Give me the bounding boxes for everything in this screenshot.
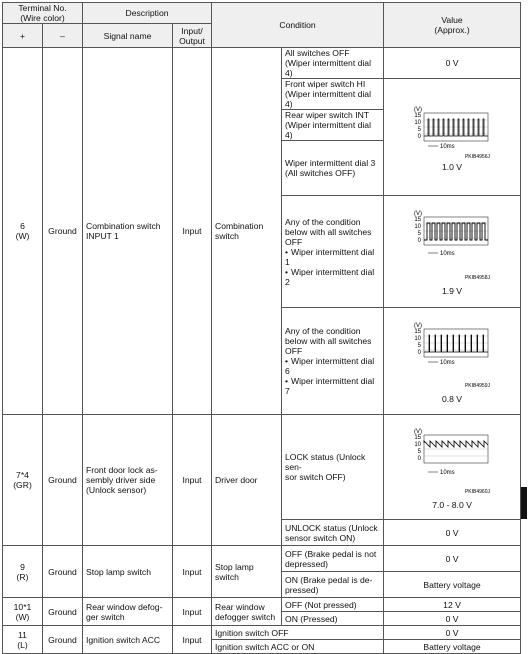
condition-7-lock: LOCK status (Unlock sen- sor switch OFF)	[282, 415, 384, 520]
io-10: Input	[173, 598, 212, 626]
condition-9-on: ON (Brake pedal is de- pressed)	[282, 572, 384, 598]
group-9: Stop lamp switch	[212, 546, 282, 598]
svg-text:0: 0	[417, 349, 422, 356]
group-10: Rear window defogger switch	[212, 598, 282, 626]
svg-text:(V): (V)	[414, 428, 423, 435]
value-9-on: Battery voltage	[384, 572, 521, 598]
svg-text:15: 15	[414, 217, 422, 223]
svg-text:5: 5	[417, 448, 422, 455]
terminal-11: 11 (L)	[3, 626, 43, 654]
svg-text:5: 5	[417, 231, 422, 237]
value-10-on: 0 V	[384, 612, 521, 626]
condition-6-5-item: • Wiper intermittent dial 7	[285, 376, 380, 396]
svg-text:15: 15	[414, 112, 422, 119]
svg-text:(V): (V)	[414, 211, 423, 217]
io-6: Input	[173, 48, 212, 415]
svg-text:PKIB4960J: PKIB4960J	[464, 488, 491, 495]
terminal-9: 9 (R)	[3, 546, 43, 598]
ground-10: Ground	[43, 598, 83, 626]
condition-6-4-item: • Wiper intermittent dial 1	[285, 247, 380, 267]
condition-6-0: All switches OFF (Wiper intermittent dial 4)	[282, 48, 384, 79]
svg-text:(V): (V)	[414, 322, 423, 329]
group-6: Combination switch	[212, 48, 282, 415]
svg-text:PKIB4958J: PKIB4958J	[464, 275, 491, 281]
svg-text:15: 15	[414, 434, 422, 441]
ground-11: Ground	[43, 626, 83, 654]
condition-11-off: Ignition switch OFF	[212, 626, 384, 640]
value-6-scope-a	[384, 79, 521, 196]
group-7: Driver door	[212, 415, 282, 546]
svg-text:5: 5	[417, 342, 422, 349]
signal-10: Rear window defog- ger switch	[83, 598, 173, 626]
signal-9: Stop lamp switch	[83, 546, 173, 598]
value-6-b: 1.9 V	[441, 286, 463, 296]
condition-header: Condition	[212, 3, 384, 48]
svg-text:10: 10	[414, 335, 422, 342]
svg-text:PKIB4959J: PKIB4959J	[464, 382, 491, 389]
plus-header: +	[3, 24, 43, 48]
condition-6-5: Any of the condition below with all switches OFF • Wiper intermittent dial 6 • Wiper intermittent dial 7	[282, 308, 384, 415]
value-7-lock: 7.0 - 8.0 V	[432, 499, 472, 510]
value-7-unlock: 0 V	[384, 520, 521, 546]
terminal-10: 10*1 (W)	[3, 598, 43, 626]
condition-6-2: Rear wiper switch INT (Wiper intermittent dial 4)	[282, 110, 384, 141]
condition-11-on: Ignition switch ACC or ON	[212, 640, 384, 654]
section-tab-marker	[521, 487, 527, 519]
io-7: Input	[173, 415, 212, 546]
svg-text:10ms: 10ms	[440, 143, 455, 150]
oscilloscope-chart-d	[412, 427, 492, 499]
oscilloscope-chart-a	[412, 105, 492, 161]
value-10-off: 12 V	[384, 598, 521, 612]
terminal-7: 7*4 (GR)	[3, 415, 43, 546]
svg-text:0: 0	[417, 455, 422, 462]
condition-6-4: Any of the condition below with all switches OFF • Wiper intermittent dial 1 • Wiper intermittent dial 2	[282, 196, 384, 308]
condition-6-5-item: • Wiper intermittent dial 6	[285, 356, 380, 376]
svg-text:10: 10	[414, 441, 422, 448]
svg-text:10ms: 10ms	[440, 251, 455, 257]
value-7-scope	[384, 415, 521, 520]
oscilloscope-chart-b	[412, 209, 492, 285]
value-11-on: Battery voltage	[384, 640, 521, 654]
ground-7: Ground	[43, 415, 83, 546]
svg-text:10: 10	[414, 119, 422, 126]
signal-name-header: Signal name	[83, 24, 173, 48]
signal-11: Ignition switch ACC	[83, 626, 173, 654]
io-9: Input	[173, 546, 212, 598]
signal-7: Front door lock as- sembly driver side (Unlock sensor)	[83, 415, 173, 546]
condition-7-unlock: UNLOCK status (Unlock sensor switch ON)	[282, 520, 384, 546]
description-header: Description	[83, 3, 212, 24]
svg-text:(V): (V)	[414, 106, 423, 113]
ground-9: Ground	[43, 546, 83, 598]
condition-10-off: OFF (Not pressed)	[282, 598, 384, 612]
svg-text:15: 15	[414, 328, 422, 335]
value-6-a: 1.0 V	[441, 161, 463, 172]
svg-text:PKIB4956J: PKIB4956J	[464, 153, 491, 160]
terminal-6: 6 (W)	[3, 48, 43, 415]
value-11-off: 0 V	[384, 626, 521, 640]
oscilloscope-chart-c	[412, 321, 492, 393]
signal-6: Combination switch INPUT 1	[83, 48, 173, 415]
value-9-off: 0 V	[384, 546, 521, 572]
svg-text:10ms: 10ms	[440, 359, 455, 366]
condition-6-1: Front wiper switch HI (Wiper intermittent dial 4)	[282, 79, 384, 110]
value-6-scope-c	[384, 308, 521, 415]
svg-text:0: 0	[417, 133, 422, 140]
svg-text:5: 5	[417, 126, 422, 133]
value-6-scope-b	[384, 196, 521, 308]
condition-6-3: Wiper intermittent dial 3 (All switches OFF)	[282, 141, 384, 196]
io-11: Input	[173, 626, 212, 654]
io-header: Input/ Output	[173, 24, 212, 48]
condition-9-off: OFF (Brake pedal is not depressed)	[282, 546, 384, 572]
terminal-spec-table	[2, 2, 521, 654]
condition-10-on: ON (Pressed)	[282, 612, 384, 626]
value-header: Value (Approx.)	[384, 3, 521, 48]
svg-text:10: 10	[414, 224, 422, 230]
ground-6: Ground	[43, 48, 83, 415]
condition-6-4-item: • Wiper intermittent dial 2	[285, 267, 380, 287]
minus-header: –	[43, 24, 83, 48]
value-6-0: 0 V	[384, 48, 521, 79]
svg-text:0: 0	[417, 238, 422, 244]
terminal-header: Terminal No. (Wire color)	[3, 3, 83, 24]
value-6-c: 0.8 V	[441, 393, 463, 404]
svg-text:10ms: 10ms	[440, 469, 455, 476]
